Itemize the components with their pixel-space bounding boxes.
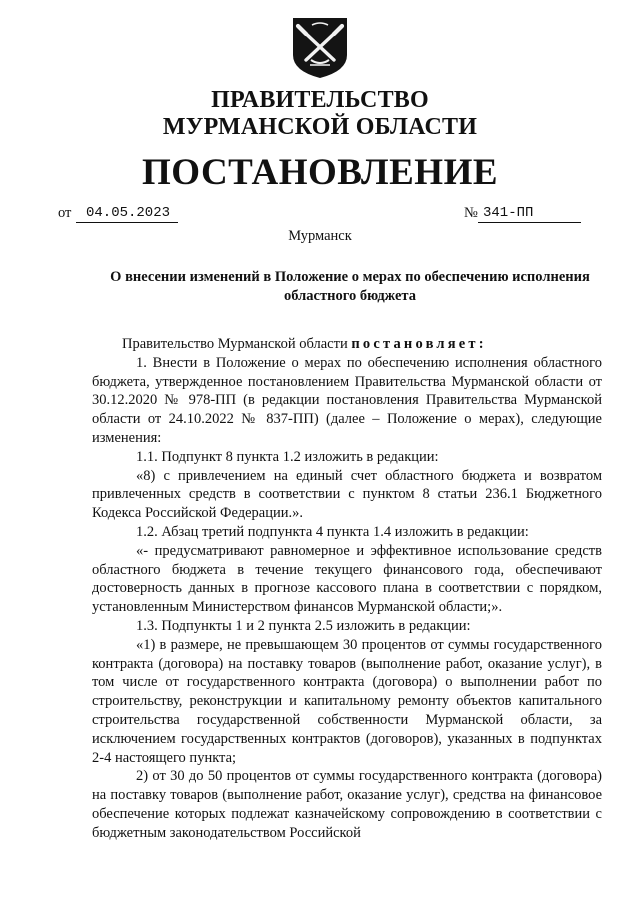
paragraph-1-1-text: «8) с привлечением на единый счет областного бюджета и возвратом привлеченных средств в соответствии с пунктом 8 статьи 236.1 Бюджетного Кодекса Российской Федерации.». — [92, 467, 602, 522]
paragraph-1-3: 1.3. Подпункты 1 и 2 пункта 2.5 изложить в редакции: — [136, 617, 471, 634]
paragraph-1: 1. Внести в Положение о мерах по обеспечению исполнения областного бюджета, утвержденное постановлением Правительства Мурманской области от 30.12.2020 № 978-ПП (в редакции постановления Правительства Мурманской области от 24.10.2022 № 837-ПП) (далее – Положение о мерах), следующие изменения: — [92, 354, 602, 446]
intro-lead: Правительство Мурманской области — [122, 336, 348, 352]
document-date: 04.05.2023 — [76, 204, 178, 223]
document-subject: О внесении изменений в Положение о мерах по обеспечению исполнения областного бюджета — [110, 269, 590, 304]
paragraph-1-3-item-2: 2) от 30 до 50 процентов от суммы государственного контракта (договора) на поставку товаров (выполнение работ, оказание услуг), средства на финансовое обеспечение которых подлежат казначейскому сопровождению в соответствии с бюджетным законодательством Российской — [92, 768, 602, 841]
document-body — [92, 335, 602, 843]
paragraph-1-1: 1.1. Подпункт 8 пункта 1.2 изложить в редакции: — [136, 448, 439, 465]
intro-verb: постановляет: — [351, 336, 487, 352]
intro-paragraph — [92, 335, 602, 354]
city: Мурманск — [288, 228, 352, 244]
paragraph-1-2: 1.2. Абзац третий подпункта 4 пункта 1.4 изложить в редакции: — [136, 523, 529, 540]
document-type: ПОСТАНОВЛЕНИЕ — [141, 152, 499, 193]
date-label: от — [58, 205, 72, 221]
paragraph-1-2-text: «- предусматривают равномерное и эффективное использование средств областного бюджета в течение текущего финансового года, обеспечивают достоверность данных в прогнозе кассового плана в соответствии с порядком, установленным Министерством финансов Мурманской области;». — [92, 542, 602, 616]
document-number: 341-ПП — [478, 204, 581, 223]
government-title-line-1: ПРАВИТЕЛЬСТВО — [211, 87, 429, 113]
number-label: № — [464, 205, 478, 221]
government-title-line-2: МУРМАНСКОЙ ОБЛАСТИ — [162, 114, 478, 140]
paragraph-1-3-item-1: «1) в размере, не превышающем 30 процентов от суммы государственного контракта (договора) на поставку товаров (выполнение работ, оказание услуг), в том числе от государственного контракта (договора) о выполнении работ по строительству, реконструкции и капитальному ремонту объектов капитального строительства государственной собственности Мурманской области, за исключением государственных контрактов (договоров), указанных в подпунктах 2-4 настоящего пункта; — [92, 636, 602, 766]
coat-of-arms-icon — [291, 15, 349, 80]
